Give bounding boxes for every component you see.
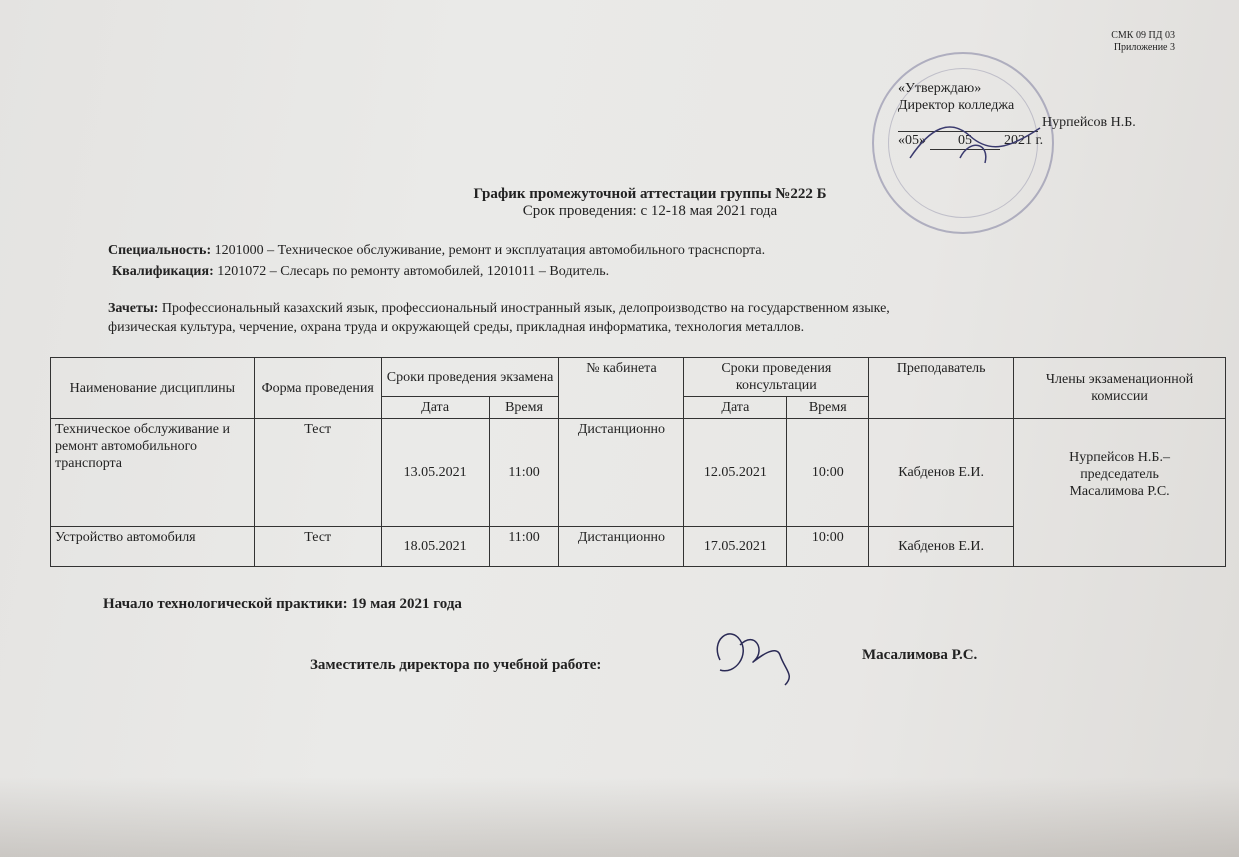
appendix-label: Приложение 3 — [1113, 42, 1175, 53]
page-shadow — [0, 777, 1239, 857]
row-consult-date: 12.05.2021 — [684, 419, 787, 527]
header-teacher: Преподаватель — [869, 358, 1014, 419]
commission-line-2: председатель — [1080, 467, 1159, 482]
director-name: Нурпейсов Н.Б. — [1042, 115, 1136, 130]
row-consult-date: 17.05.2021 — [684, 527, 787, 567]
doc-code-block — [1111, 30, 1175, 54]
row-room: Дистанционно — [559, 527, 684, 567]
row-discipline: Устройство автомобиля — [51, 527, 255, 567]
row-exam-time: 11:00 — [489, 419, 559, 527]
commission-cell — [1014, 419, 1226, 567]
commission-line-1: Нурпейсов Н.Б.– — [1069, 450, 1170, 465]
qualification-value: 1201072 – Слесарь по ремонту автомобилей, 1201011 – Водитель. — [217, 264, 610, 279]
header-room: № кабинета — [559, 358, 684, 419]
deputy-label: Заместитель директора по учебной работе: — [310, 657, 602, 673]
row-form: Тест — [254, 419, 381, 527]
approval-month: 05 — [930, 132, 1000, 150]
row-teacher: Кабденов Е.И. — [869, 527, 1014, 567]
page-subtitle: Срок проведения: с 12-18 мая 2021 года — [522, 203, 778, 219]
credits-line-1 — [108, 301, 890, 317]
approval-year: 2021 г. — [1004, 133, 1044, 148]
qualification-line — [112, 264, 609, 280]
table-row — [51, 419, 1226, 527]
commission-line-3: Масалимова Р.С. — [1069, 484, 1170, 499]
deputy-name: Масалимова Р.С. — [862, 647, 978, 663]
qualification-label: Квалификация: — [112, 264, 214, 279]
row-consult-time: 10:00 — [787, 527, 869, 567]
director-signature — [900, 108, 1050, 178]
practice-start: Начало технологической практики: 19 мая 2021 года — [103, 596, 462, 612]
specialty-value: 1201000 – Техническое обслуживание, ремонт и эксплуатация автомобильного траснспорта. — [214, 243, 766, 258]
row-form: Тест — [254, 527, 381, 567]
approval-day: «05» — [898, 133, 926, 148]
header-consult-dates: Сроки проведения консультации — [684, 358, 869, 397]
row-consult-time: 10:00 — [787, 419, 869, 527]
header-exam-time: Время — [489, 397, 559, 419]
row-discipline: Техническое обслуживание и ремонт автомобильного транспорта — [51, 419, 255, 527]
credits-text-1: Профессиональный казахский язык, профессиональный иностранный язык, делопроизводство на государственном языке, — [161, 301, 890, 316]
header-exam-dates: Сроки проведения экзамена — [381, 358, 559, 397]
specialty-label: Специальность: — [108, 243, 212, 258]
director-label: Директор колледжа — [898, 98, 1015, 113]
specialty-line — [108, 243, 765, 259]
header-exam-date: Дата — [381, 397, 489, 419]
header-discipline: Наименование дисциплины — [51, 358, 255, 419]
attestation-table — [50, 357, 1226, 567]
header-form: Форма проведения — [254, 358, 381, 419]
deputy-signature — [700, 620, 810, 690]
approve-label: «Утверждаю» — [898, 81, 982, 96]
header-consult-time: Время — [787, 397, 869, 419]
row-teacher: Кабденов Е.И. — [869, 419, 1014, 527]
row-room: Дистанционно — [559, 419, 684, 527]
row-exam-time: 11:00 — [489, 527, 559, 567]
row-exam-date: 13.05.2021 — [381, 419, 489, 527]
doc-code: СМК 09 ПД 03 — [1111, 30, 1175, 41]
table-header-row — [51, 358, 1226, 397]
header-consult-date: Дата — [684, 397, 787, 419]
credits-label: Зачеты: — [108, 301, 159, 316]
header-commission: Члены экзаменационной комиссии — [1014, 358, 1226, 419]
page-title: График промежуточной аттестации группы №222 Б — [473, 186, 827, 202]
credits-line-2 — [108, 320, 804, 336]
credits-text-2: физическая культура, черчение, охрана труда и окружающей среды, прикладная информатика, технология металлов. — [108, 320, 805, 335]
row-exam-date: 18.05.2021 — [381, 527, 489, 567]
